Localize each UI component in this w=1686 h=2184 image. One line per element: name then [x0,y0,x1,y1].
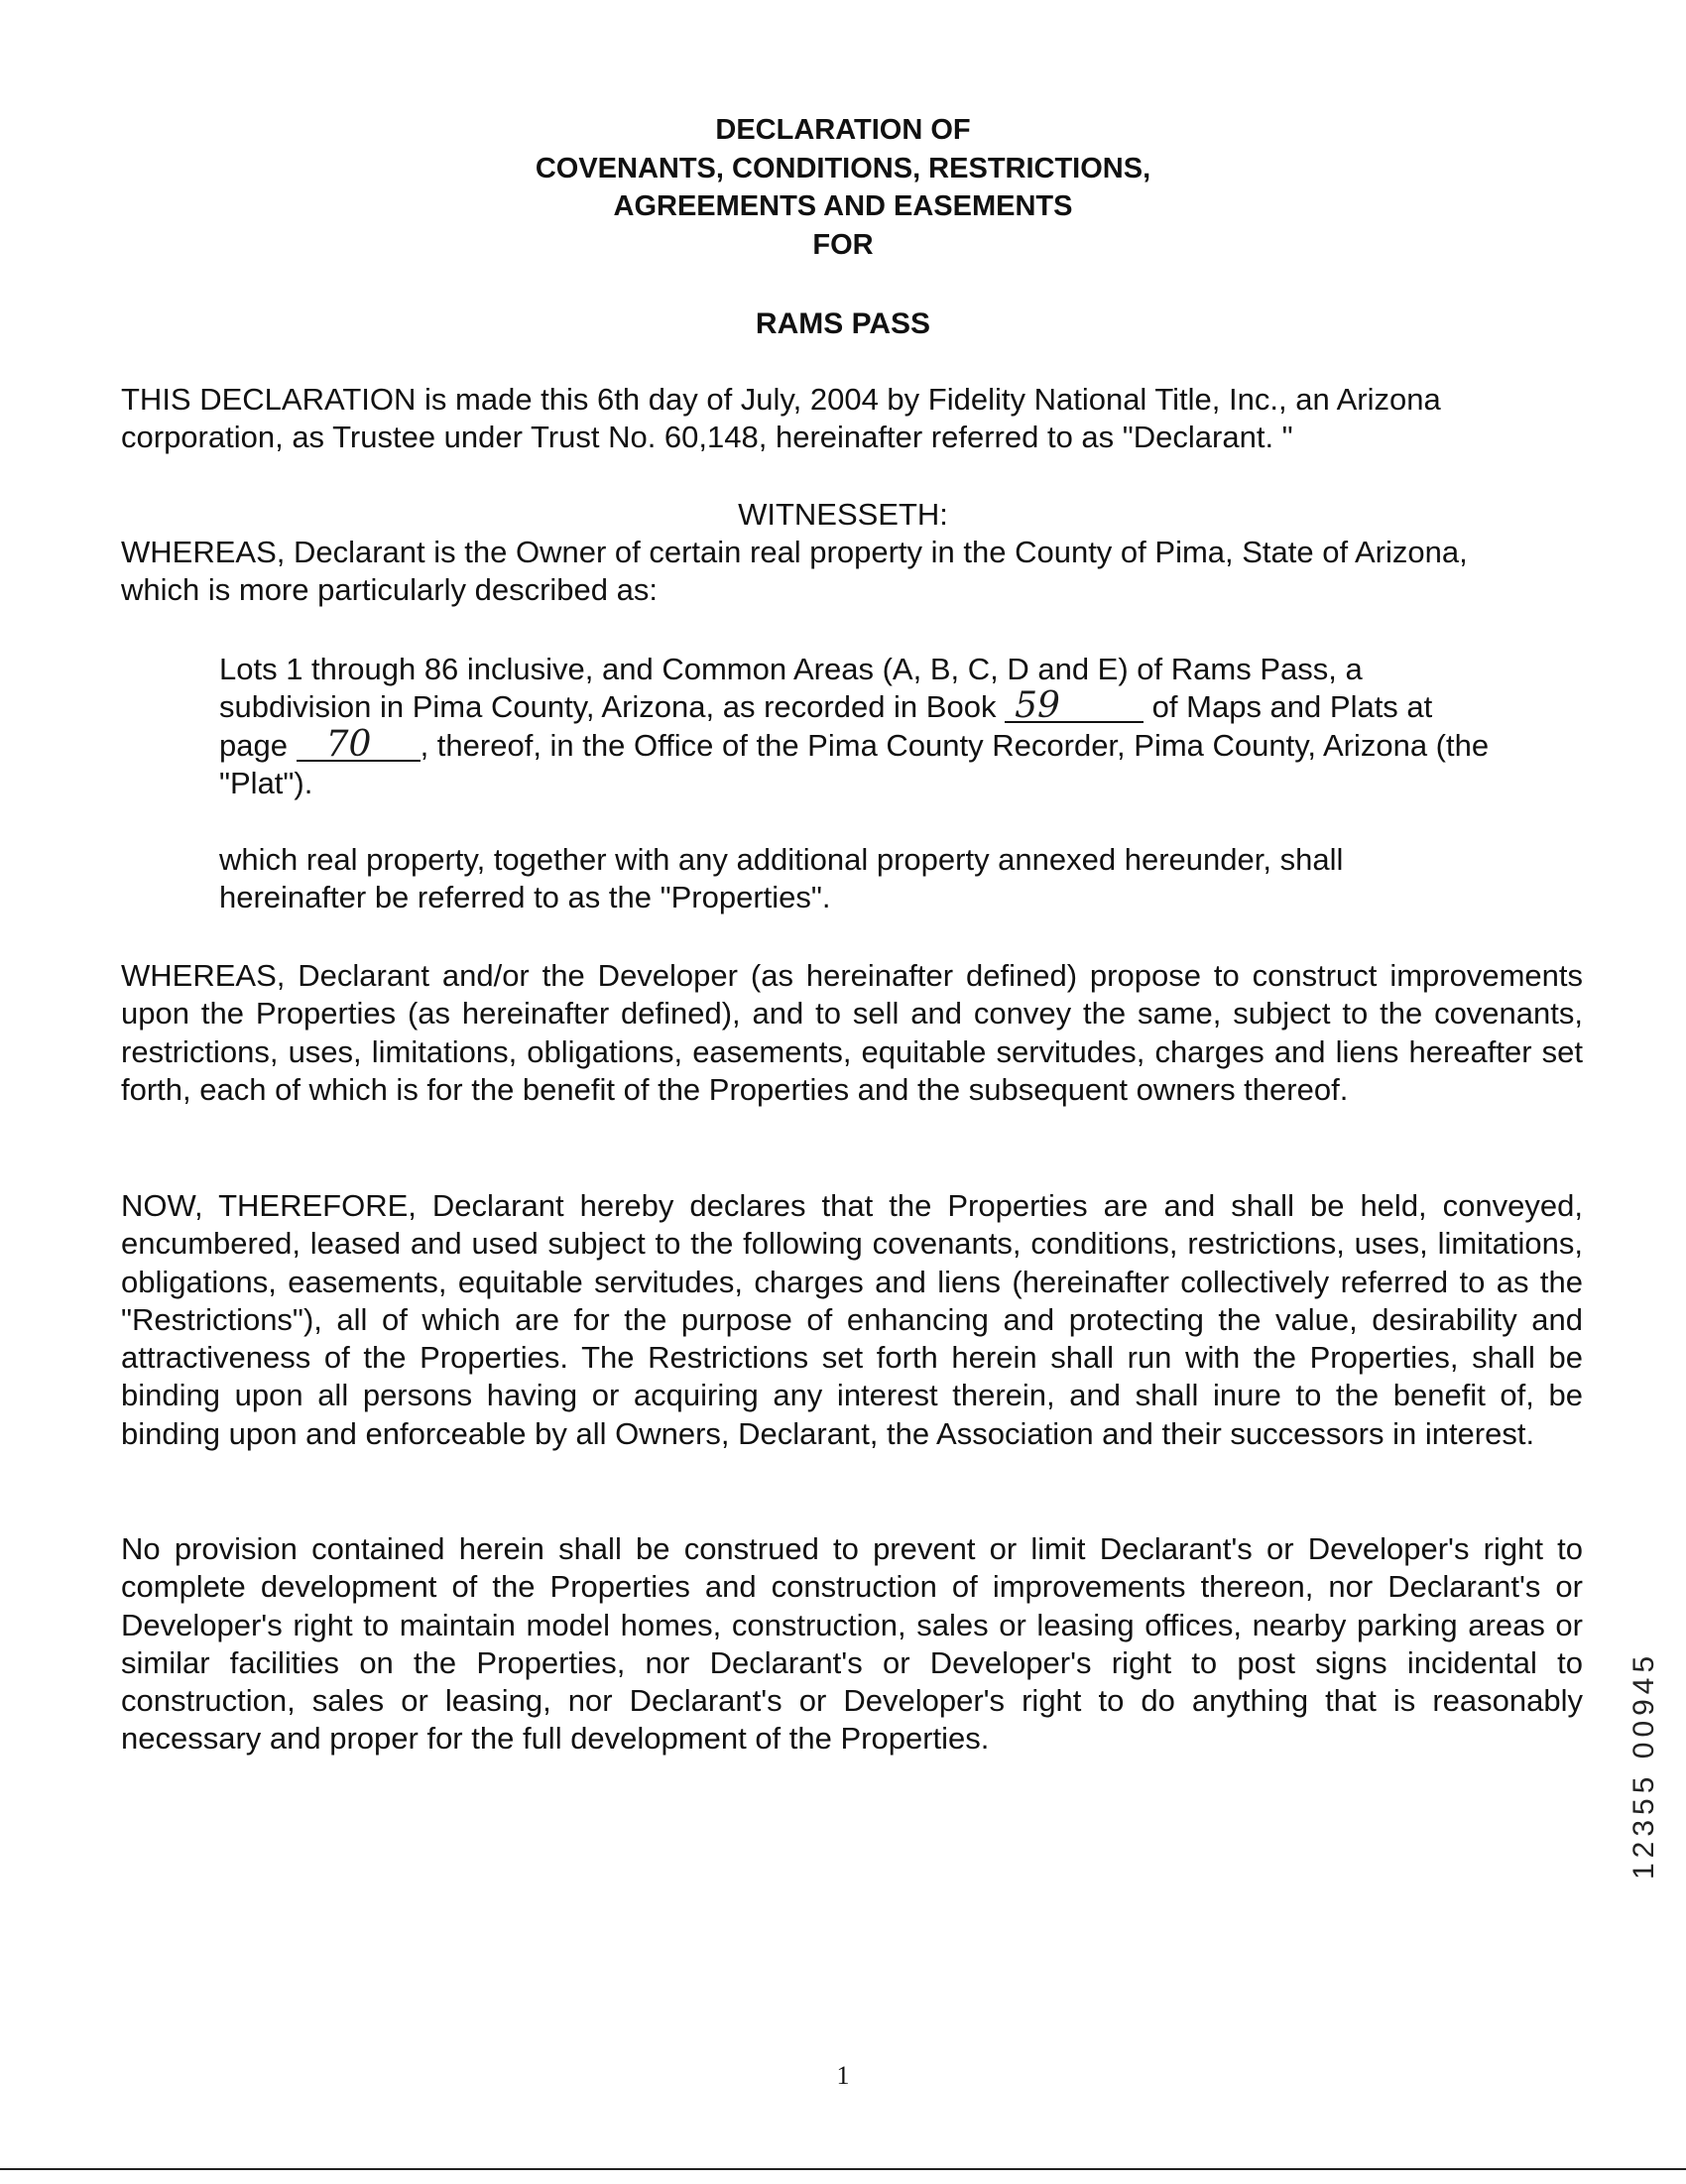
handwritten-page-number: 70 [297,730,421,762]
recording-number: 12355 00945 [1627,1650,1660,1880]
legal-text: of Maps and Plats at [1144,689,1433,725]
no-provision-paragraph: No provision contained herein shall be construed to prevent or limit Declarant's or Developer's right to complete development of the Properties and construction of improvements thereon, nor Declarant's or Developer's right to maintain model homes, construction, sales or leasing offices, nearby parking areas or similar facilities on the Properties, nor Declarant's or Developer's right to post signs incidental to construction, sales or leasing, nor Declarant's or Developer's right to do anything that is reasonably necessary and proper for the full development of the Properties. [121,1531,1583,1757]
title-line: DECLARATION OF [715,114,971,146]
properties-definition [219,841,1474,917]
properties-line: hereinafter be referred to as the "Properties". [219,880,831,915]
legal-line: "Plat"). [219,765,313,800]
title-line: AGREEMENTS AND EASEMENTS [613,190,1073,222]
whereas-owner-paragraph [121,534,1583,610]
legal-line [219,723,1490,765]
whereas-line: which is more particularly described as: [121,572,658,608]
title-line: COVENANTS, CONDITIONS, RESTRICTIONS, [535,152,1151,184]
title-line: FOR [812,228,874,261]
document-title [0,111,1686,264]
legal-line: Lots 1 through 86 inclusive, and Common Areas (A, B, C, D and E) of Rams Pass, a [219,652,1363,686]
legal-text: page [219,727,297,763]
intro-paragraph [121,381,1583,457]
handwritten-book-number: 59 [1005,691,1144,723]
scan-edge-line [0,2168,1686,2170]
legal-text: , thereof, in the Office of the Pima County Recorder, Pima County, Arizona (the [420,727,1490,763]
page-number: 1 [836,2061,850,2090]
properties-line: which real property, together with any additional property annexed hereunder, shall [219,842,1344,877]
whereas-line: WHEREAS, Declarant is the Owner of certain real property in the County of Pima, State of Arizona, [121,535,1468,569]
intro-line: THIS DECLARATION is made this 6th day of July, 2004 by Fidelity National Title, Inc., an Arizona [121,382,1441,417]
now-therefore-paragraph: NOW, THEREFORE, Declarant hereby declares that the Properties are and shall be held, conveyed, encumbered, leased and used subject to the following covenants, conditions, restrictions, uses, limitations, obligations, easements, equitable servitudes, charges and liens (hereinafter collectively referred to as the "Restrictions"), all of which are for the purpose of enhancing and protecting the value, desirability and attractiveness of the Properties. The Restrictions set forth herein shall run with the Properties, shall be binding upon all persons having or acquiring any interest therein, and shall inure to the benefit of, be binding upon and enforceable by all Owners, Declarant, the Association and their successors in interest. [121,1188,1583,1451]
recording-stamp [1626,1592,1666,1880]
legal-line [219,685,1474,727]
witnesseth-heading: WITNESSETH: [738,497,948,532]
legal-description [219,651,1490,802]
intro-line: corporation, as Trustee under Trust No. 60,148, hereinafter referred to as "Declarant. " [121,420,1293,455]
subdivision-name: RAMS PASS [755,307,931,340]
whereas-developer-paragraph: WHEREAS, Declarant and/or the Developer (as hereinafter defined) propose to construct improvements upon the Properties (as hereinafter defined), and to sell and convey the same, subject to the covenants, restrictions, uses, limitations, obligations, easements, equitable servitudes, charges and liens hereafter set forth, each of which is for the benefit of the Properties and the subsequent owners thereof. [121,958,1583,1107]
legal-text: subdivision in Pima County, Arizona, as recorded in Book [219,689,1006,725]
